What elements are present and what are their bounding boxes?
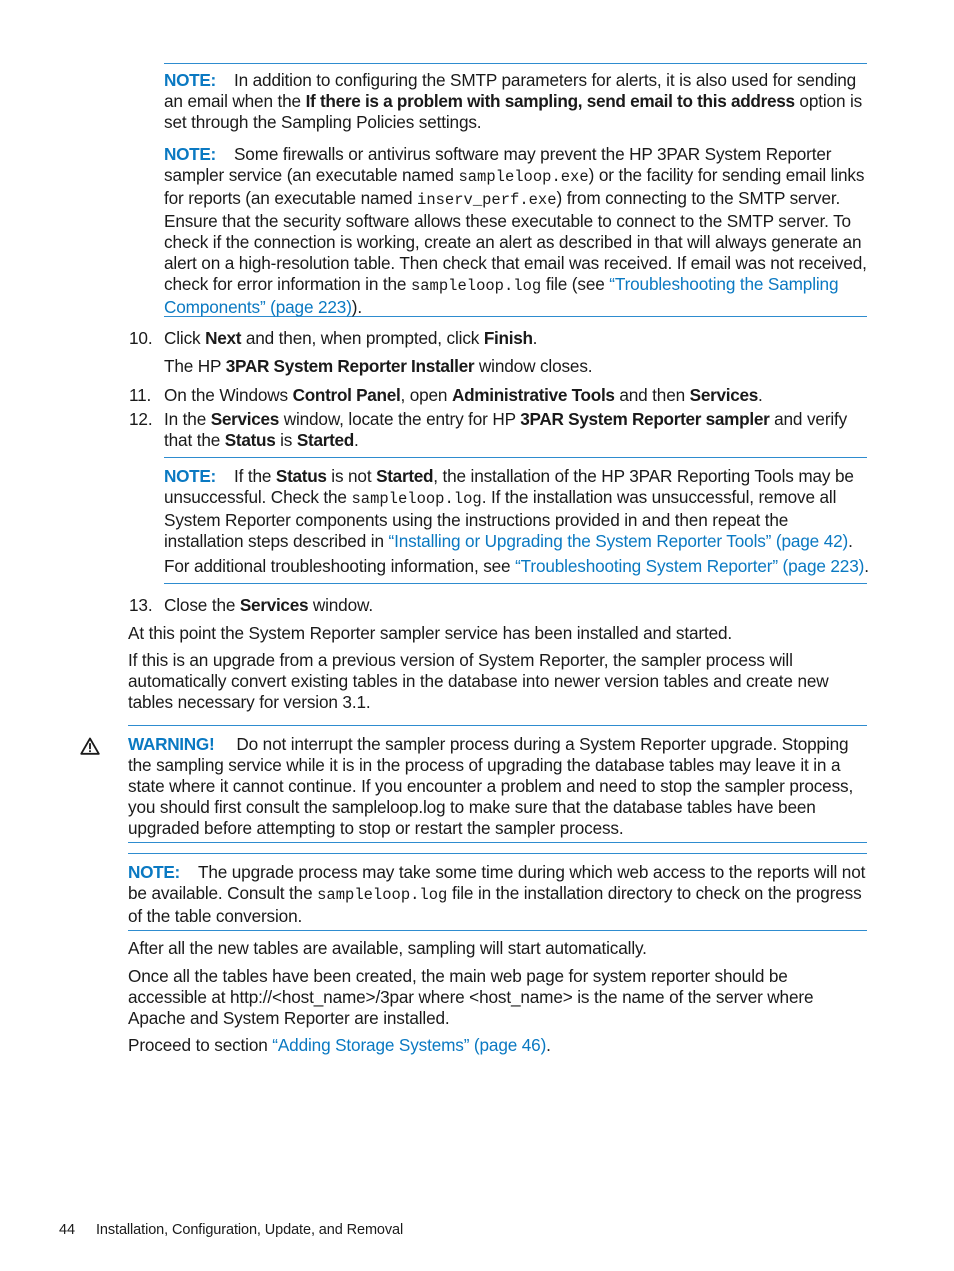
link-adding-storage-systems[interactable]: “Adding Storage Systems” (page 46) xyxy=(272,1035,547,1055)
page-number: 44 xyxy=(59,1222,75,1238)
warning-triangle-icon xyxy=(80,737,100,755)
code-sampleloop-log: sampleloop.log xyxy=(317,886,448,904)
note-firewall: NOTE: Some firewalls or antivirus software may prevent the HP 3PAR System Reporter sampler service (an executable named sampleloop.exe) or the facility for sending email links for reports (an executable named inserv_perf.exe) from connecting to the SMTP server. Ensure that the security software allows these executable to connect to the SMTP server. To check if the connection is working, create an alert as described in that will always generate an alert on a high-resolution table. Then check that email was received. If email was not received, check for error information in the sampleloop.log file (see “Troubleshooting the Sampling Components” (page 223)). xyxy=(164,144,867,317)
para-upgrade: If this is an upgrade from a previous version of System Reporter, the sampler process will automatically convert existing tables in the database into newer version tables and create new tables necessary for version 3.1. xyxy=(128,650,829,712)
para-installed: At this point the System Reporter sampler service has been installed and started. xyxy=(128,623,733,643)
link-troubleshooting-sampling[interactable]: “Troubleshooting the Sampling Components” (page 223) xyxy=(164,274,839,317)
step-10-result: The HP 3PAR System Reporter Installer window closes. xyxy=(164,356,593,376)
step-number: 10. xyxy=(129,328,153,348)
note-label: NOTE: xyxy=(164,466,216,486)
note-label: NOTE: xyxy=(164,144,216,164)
para-sampling-start: After all the new tables are available, sampling will start automatically. xyxy=(128,938,647,958)
link-installing-upgrading[interactable]: “Installing or Upgrading the System Reporter Tools” (page 42) xyxy=(388,531,849,551)
note-upgrade: NOTE: The upgrade process may take some time during which web access to the reports will not be available. Consult the sampleloop.log file in the installation directory to check on the progress of the table conversion. xyxy=(128,862,866,926)
step-12: In the Services window, locate the entry for HP 3PAR System Reporter sampler and verify that the Status is Started. xyxy=(164,409,848,450)
note-status: NOTE: If the Status is not Started, the installation of the HP 3PAR Reporting Tools may be unsuccessful. Check the sampleloop.log. If the installation was unsuccessful, remove all System Reporter components using the instructions provided in and then repeat the installation steps described in “Installing or Upgrading the System Reporter Tools” (page 42). xyxy=(164,466,854,551)
note-smtp: NOTE: In addition to configuring the SMTP parameters for alerts, it is also used for sending an email when the If there is a problem with sampling, send email to this address option is set through the Sampling Policies settings. xyxy=(164,70,863,132)
footer-chapter: Installation, Configuration, Update, and Removal xyxy=(96,1222,404,1238)
para-proceed: Proceed to section “Adding Storage Systems” (page 46). xyxy=(128,1035,551,1055)
note-label: NOTE: xyxy=(128,862,180,882)
link-troubleshooting-system-reporter[interactable]: “Troubleshooting System Reporter” (page 223) xyxy=(515,556,865,576)
code-sampleloop-log: sampleloop.log xyxy=(410,277,542,295)
step-number: 11. xyxy=(129,385,152,405)
para-web-page: Once all the tables have been created, the main web page for system reporter should be accessible at http://<host_name>/3par where <host_name> is the name of the server where Apache and System Reporter are installed. xyxy=(128,966,814,1028)
step-number: 12. xyxy=(129,409,153,429)
warning-label: WARNING! xyxy=(128,734,215,754)
step-11: On the Windows Control Panel, open Administrative Tools and then Services. xyxy=(164,385,763,405)
note-troubleshooting: For additional troubleshooting information, see “Troubleshooting System Reporter” (page 223). xyxy=(164,556,869,576)
step-number: 13. xyxy=(129,595,153,615)
code-inserv-perf-exe: inserv_perf.exe xyxy=(417,191,557,209)
step-13: Close the Services window. xyxy=(164,595,373,615)
step-10: Click Next and then, when prompted, click Finish. xyxy=(164,328,538,348)
code-sampleloop-log: sampleloop.log xyxy=(351,490,482,508)
code-sampleloop-exe: sampleloop.exe xyxy=(458,168,589,186)
warning-text: WARNING! Do not interrupt the sampler process during a System Reporter upgrade. Stopping the sampling service while it is in the process of upgrading the database tables may leave it in a state where it cannot continue. If you encounter a problem and need to stop the sampler process, you should first consult the sampleloop.log to make sure that the database tables have been upgraded before attempting to stop or restart the sampler process. xyxy=(128,734,854,838)
note-label: NOTE: xyxy=(164,70,216,90)
